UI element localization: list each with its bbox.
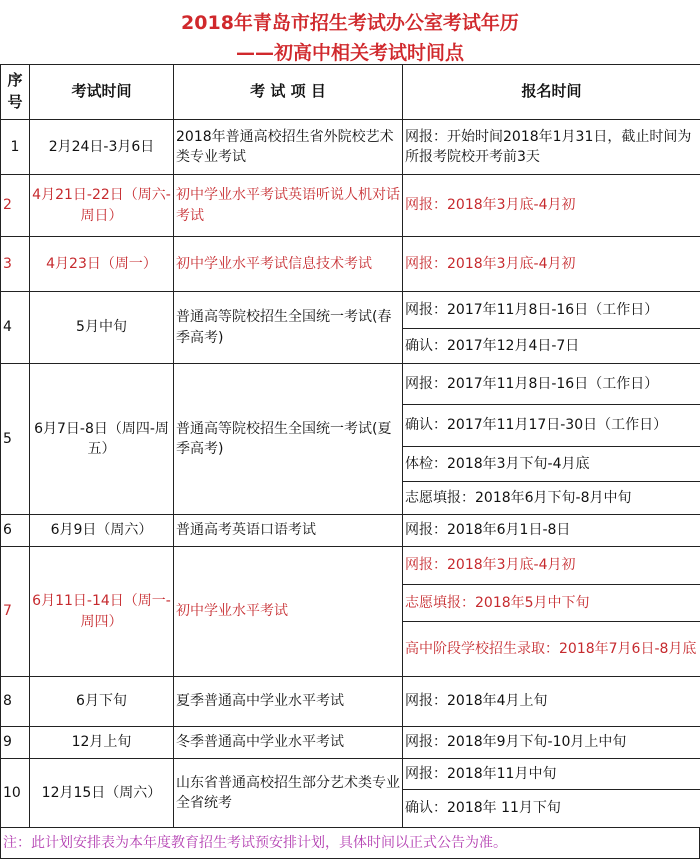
- row-date: 6月7日-8日（周四-周五）: [30, 364, 174, 515]
- footnote: 注：此计划安排表为本年度教育招生考试预安排计划，具体时间以正式公告为准。: [0, 828, 700, 859]
- table-row: [1, 237, 700, 292]
- row-registration: 网报：2018年3月底-4月初: [403, 175, 700, 237]
- row-exam: 夏季普通高中学业水平考试: [174, 677, 403, 727]
- row-registration: 网报：2018年6月1日-8日: [403, 515, 700, 547]
- header-date: 考试时间: [30, 65, 174, 120]
- row-registration: 志愿填报：2018年5月中下旬: [403, 585, 700, 622]
- row-no: 7: [1, 547, 30, 677]
- page-title: 2018年青岛市招生考试办公室考试年历: [181, 12, 519, 34]
- row-exam: 2018年普通高校招生省外院校艺术类专业考试: [174, 120, 403, 175]
- row-registration: 高中阶段学校招生录取：2018年7月6日-8月底: [403, 622, 700, 677]
- row-no: 5: [1, 364, 30, 515]
- row-date: 12月15日（周六）: [30, 759, 174, 828]
- row-no: 4: [1, 292, 30, 364]
- header-exam: 考 试 项 目: [174, 65, 403, 120]
- row-registration: 确认：2017年11月17日-30日（工作日）: [403, 405, 700, 447]
- row-no: 6: [1, 515, 30, 547]
- row-date: 2月24日-3月6日: [30, 120, 174, 175]
- row-date: 6月9日（周六）: [30, 515, 174, 547]
- row-registration: 志愿填报：2018年6月下旬-8月中旬: [403, 482, 700, 515]
- row-exam: 普通高等院校招生全国统一考试(夏季高考): [174, 364, 403, 515]
- table-row: [1, 515, 700, 547]
- table-row: [1, 292, 700, 329]
- row-no: 9: [1, 727, 30, 759]
- row-date: 6月下旬: [30, 677, 174, 727]
- table-header-row: [1, 65, 700, 120]
- row-registration: 网报：2018年3月底-4月初: [403, 547, 700, 585]
- page-subtitle: ——初高中相关考试时间点: [235, 42, 464, 64]
- exam-schedule-table: [0, 64, 700, 828]
- row-exam: 初中学业水平考试英语听说人机对话考试: [174, 175, 403, 237]
- row-no: 10: [1, 759, 30, 828]
- row-registration: 确认：2017年12月4日-7日: [403, 329, 700, 364]
- row-no: 1: [1, 120, 30, 175]
- row-date: 6月11日-14日（周一-周四）: [30, 547, 174, 677]
- row-registration: 网报：2018年9月下旬-10月上中旬: [403, 727, 700, 759]
- row-exam: 冬季普通高中学业水平考试: [174, 727, 403, 759]
- table-row: [1, 120, 700, 175]
- row-exam: 普通高考英语口语考试: [174, 515, 403, 547]
- row-no: 8: [1, 677, 30, 727]
- row-date: 4月23日（周一）: [30, 237, 174, 292]
- table-row: [1, 547, 700, 585]
- header-registration: 报名时间: [403, 65, 700, 120]
- row-exam: 初中学业水平考试信息技术考试: [174, 237, 403, 292]
- table-row: [1, 175, 700, 237]
- table-row: [1, 677, 700, 727]
- row-exam: 普通高等院校招生全国统一考试(春季高考): [174, 292, 403, 364]
- row-registration: 网报：2018年3月底-4月初: [403, 237, 700, 292]
- table-row: [1, 727, 700, 759]
- row-registration: 确认：2018年 11月下旬: [403, 790, 700, 828]
- row-registration: 网报：2017年11月8日-16日（工作日）: [403, 364, 700, 405]
- row-registration: 网报：2017年11月8日-16日（工作日）: [403, 292, 700, 329]
- row-no: 3: [1, 237, 30, 292]
- row-registration: 网报：2018年11月中旬: [403, 759, 700, 790]
- row-registration: 网报：2018年4月上旬: [403, 677, 700, 727]
- row-date: 12月上旬: [30, 727, 174, 759]
- header-no: 序号: [1, 65, 30, 120]
- row-date: 4月21日-22日（周六-周日）: [30, 175, 174, 237]
- row-no: 2: [1, 175, 30, 237]
- row-registration: 网报：开始时间2018年1月31日，截止时间为所报考院校开考前3天: [403, 120, 700, 175]
- table-row: [1, 364, 700, 405]
- table-row: [1, 759, 700, 790]
- row-exam: 初中学业水平考试: [174, 547, 403, 677]
- row-exam: 山东省普通高校招生部分艺术类专业全省统考: [174, 759, 403, 828]
- row-date: 5月中旬: [30, 292, 174, 364]
- row-registration: 体检：2018年3月下旬-4月底: [403, 447, 700, 482]
